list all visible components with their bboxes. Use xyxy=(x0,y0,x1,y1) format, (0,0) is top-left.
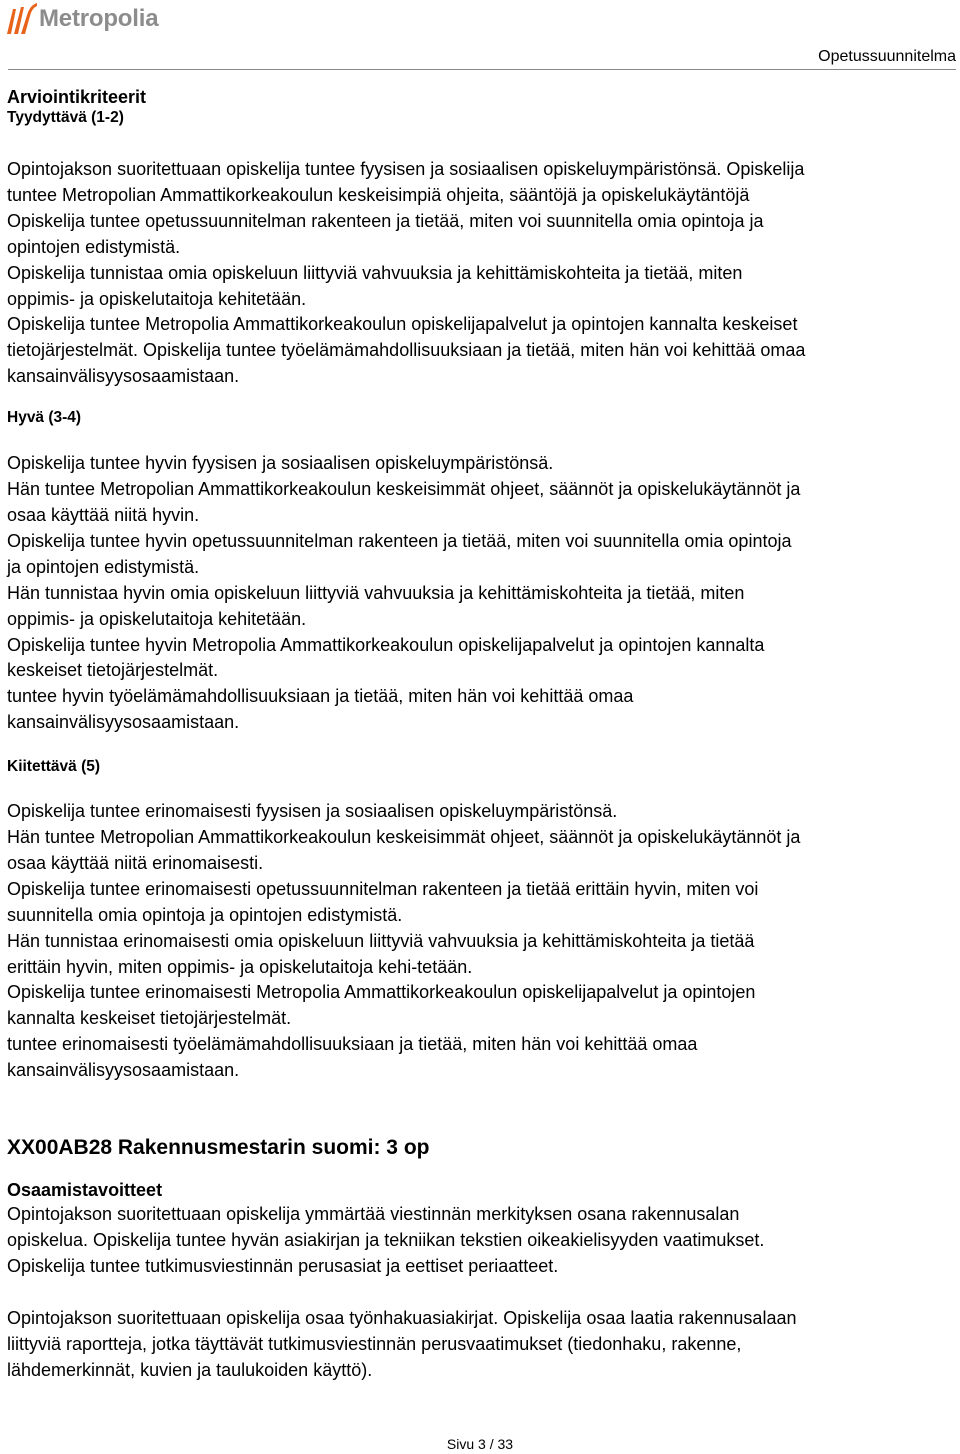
outcomes-paragraph-1 xyxy=(7,1202,957,1280)
text-line: Hän tuntee Metropolian Ammattikorkeakoulun keskeisimmät ohjeet, säännöt ja opiskelukäytännöt ja xyxy=(7,479,801,500)
criteria-title: Arviointikriteerit xyxy=(7,87,147,107)
text-line: osaa käyttää niitä hyvin. xyxy=(7,504,200,525)
level-heading-excellent: Kiitettävä (5) xyxy=(7,758,101,776)
text-line: Hän tuntee Metropolian Ammattikorkeakoulun keskeisimmät ohjeet, säännöt ja opiskelukäytännöt ja xyxy=(7,827,801,848)
text-line: Opiskelija tuntee Metropolia Ammattikorkeakoulun opiskelijapalvelut ja opintojen kannalta keskeiset xyxy=(7,314,798,335)
text-line: Opiskelija tuntee hyvin Metropolia Ammattikorkeakoulun opiskelijapalvelut ja opintojen kannalta xyxy=(7,634,765,655)
text-line: osaa käyttää niitä erinomaisesti. xyxy=(7,852,264,873)
text-line: Opiskelija tuntee opetussuunnitelman rakenteen ja tietää, miten voi suunnitella omia opintoja ja xyxy=(7,210,764,231)
text-line: opintojen edistymistä. xyxy=(7,236,181,257)
text-line: tuntee erinomaisesti työelämämahdollisuuksiaan ja tietää, miten hän voi kehittää omaa xyxy=(7,1034,698,1055)
text-line: Opiskelija tuntee erinomaisesti fyysisen ja sosiaalisen opiskeluympäristönsä. xyxy=(7,801,618,822)
text-line: keskeiset tietojärjestelmät. xyxy=(7,660,219,681)
text-line: kansainvälisyysosaamistaan. xyxy=(7,1060,240,1081)
text-line: opiskelua. Opiskelija tuntee hyvän asiakirjan ja tekniikan tekstien oikeakielisyyden vaatimukset. xyxy=(7,1230,765,1250)
text-line: kannalta keskeiset tietojärjestelmät. xyxy=(7,1008,292,1029)
text-line: Opintojakson suoritettuaan opiskelija osaa työnhakuasiakirjat. Opiskelija osaa laatia rakennusalaan xyxy=(7,1307,797,1328)
header-divider xyxy=(8,69,956,70)
level-heading-satisfactory: Tyydyttävä (1-2) xyxy=(7,109,124,126)
criteria-satisfactory-text xyxy=(7,157,957,390)
text-line: Opiskelija tuntee erinomaisesti opetussuunnitelman rakenteen ja tietää erittäin hyvin, miten voi xyxy=(7,878,759,899)
level-heading-good: Hyvä (3-4) xyxy=(7,409,82,427)
text-line: liittyviä raportteja, jotka täyttävät tutkimusviestinnän perusvaatimukset (tiedonhaku, rakenne, xyxy=(7,1333,742,1354)
outcomes-heading: Osaamistavoitteet xyxy=(7,1180,163,1201)
outcomes-paragraph-2 xyxy=(7,1306,957,1384)
text-line: Opintojakson suoritettuaan opiskelija tuntee fyysisen ja sosiaalisen opiskeluympäristönsä. Opiskelija xyxy=(7,159,805,179)
metropolia-logo-icon xyxy=(4,1,38,35)
text-line: Opiskelija tuntee tutkimusviestinnän perusasiat ja eettiset periaatteet. xyxy=(7,1255,559,1276)
text-line: Hän tunnistaa hyvin omia opiskeluun liittyviä vahvuuksia ja kehittämiskohteita ja tietää, miten xyxy=(7,582,745,603)
text-line: erittäin hyvin, miten oppimis- ja opiskelutaitoja kehi-tetään. xyxy=(7,956,473,977)
text-line: Opiskelija tuntee hyvin opetussuunnitelman rakenteen ja tietää, miten voi suunnitella omia opintoja xyxy=(7,530,792,551)
text-line: oppimis- ja opiskelutaitoja kehitetään. xyxy=(7,288,307,309)
text-line: Hän tunnistaa erinomaisesti omia opiskeluun liittyviä vahvuuksia ja kehittämiskohteita ja tietää xyxy=(7,930,755,951)
text-line: Opiskelija tunnistaa omia opiskeluun liittyviä vahvuuksia ja kehittämiskohteita ja tietää, miten xyxy=(7,262,743,283)
text-line: oppimis- ja opiskelutaitoja kehitetään. xyxy=(7,608,307,629)
brand-name: Metropolia xyxy=(39,5,159,32)
text-line: tuntee Metropolian Ammattikorkeakoulun keskeisimpiä ohjeita, sääntöjä ja opiskelukäytäntöjä xyxy=(7,184,750,205)
text-line: ja opintojen edistymistä. xyxy=(7,556,200,577)
text-line: Opiskelija tuntee hyvin fyysisen ja sosiaalisen opiskeluympäristönsä. xyxy=(7,453,554,474)
page-header xyxy=(0,0,960,72)
page-content xyxy=(7,86,957,1384)
text-line: kansainvälisyysosaamistaan. xyxy=(7,366,240,387)
text-line: tietojärjestelmät. Opiskelija tuntee työelämämahdollisuuksiaan ja tietää, miten hän voi kehittää omaa xyxy=(7,340,806,361)
text-line: suunnitella omia opintoja ja opintojen edistymistä. xyxy=(7,904,403,925)
text-line: tuntee hyvin työelämämahdollisuuksiaan ja tietää, miten hän voi kehittää omaa xyxy=(7,686,634,707)
course-title: XX00AB28 Rakennusmestarin suomi: 3 op xyxy=(7,1136,430,1160)
criteria-excellent-text xyxy=(7,799,957,1084)
page-number: Sivu 3 / 33 xyxy=(446,1436,514,1452)
text-line: Opiskelija tuntee erinomaisesti Metropolia Ammattikorkeakoulun opiskelijapalvelut ja opintojen xyxy=(7,982,756,1003)
metropolia-logo xyxy=(4,1,158,35)
document-type: Opetussuunnitelma xyxy=(818,48,956,65)
criteria-good-text xyxy=(7,451,957,736)
text-line: kansainvälisyysosaamistaan. xyxy=(7,712,240,733)
text-line: lähdemerkinnät, kuvien ja taulukoiden käyttö). xyxy=(7,1359,373,1380)
text-line: Opintojakson suoritettuaan opiskelija ymmärtää viestinnän merkityksen osana rakennusalan xyxy=(7,1204,740,1225)
